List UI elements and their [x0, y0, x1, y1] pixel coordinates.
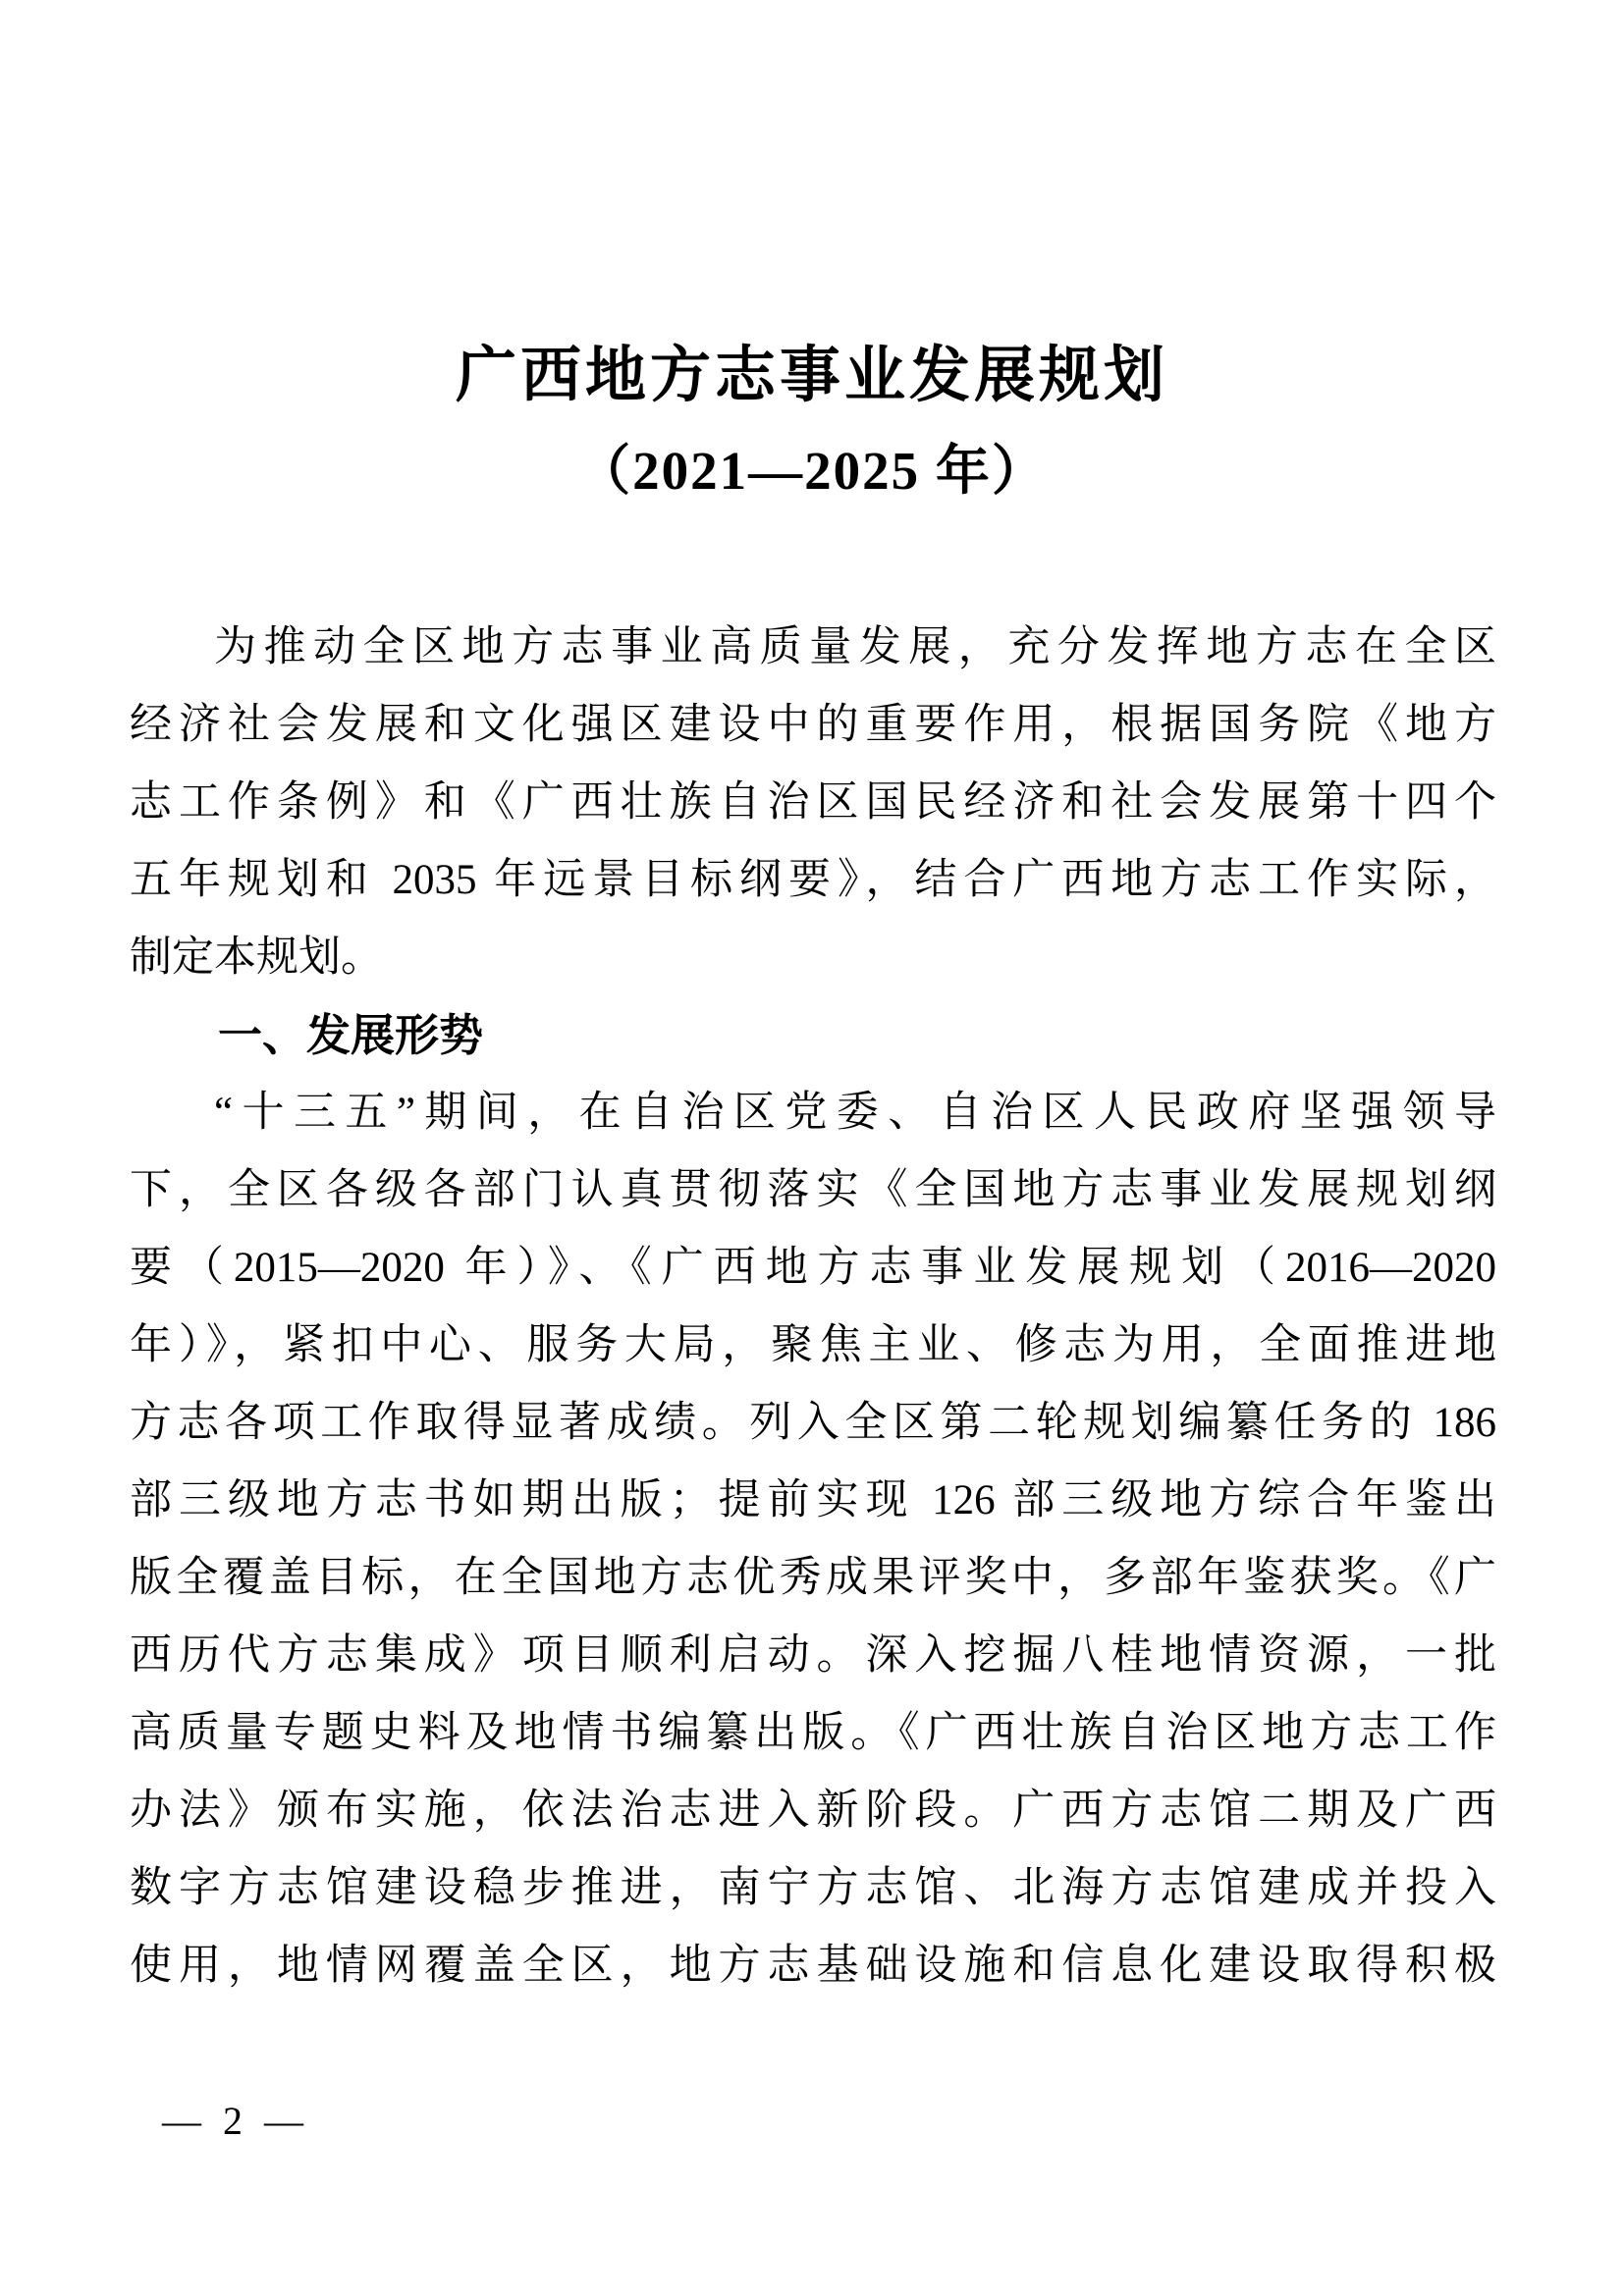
document-title-line2: （2021—2025 年） — [576, 441, 1048, 502]
paragraph-line: 志工作条例》和《广西壮族自治区国民经济和社会发展第十四个 — [130, 779, 1496, 827]
page-number: — 2 — — [162, 2099, 309, 2143]
paragraph-line: 部三级地方志书如期出版；提前实现 126 部三级地方综合年鉴出 — [130, 1477, 1496, 1524]
document-title — [0, 0, 1624, 505]
paragraph-line: 数字方志馆建设稳步推进，南宁方志馆、北海方志馆建成并投入 — [130, 1865, 1496, 1912]
paragraph-line: 为推动全区地方志事业高质量发展，充分发挥地方志在全区 — [214, 624, 1496, 671]
document-title-line1: 广西地方志事业发展规划 — [455, 343, 1168, 409]
document-body — [130, 609, 1496, 2004]
paragraph-line: 版全覆盖目标，在全国地方志优秀成果评奖中，多部年鉴获奖。《广 — [130, 1555, 1496, 1602]
paragraph-line: 方志各项工作取得显著成绩。列入全区第二轮规划编纂任务的 186 — [130, 1400, 1496, 1447]
paragraph-line: 五年规划和 2035 年远景目标纲要》，结合广西地方志工作实际， — [130, 857, 1496, 904]
paragraph-line: 下，全区各级各部门认真贯彻落实《全国地方志事业发展规划纲 — [130, 1167, 1496, 1214]
paragraph-line: 经济社会发展和文化强区建设中的重要作用，根据国务院《地方 — [130, 702, 1496, 749]
paragraph-line: “十三五”期间，在自治区党委、自治区人民政府坚强领导 — [214, 1090, 1496, 1137]
paragraph-line: 制定本规划。 — [130, 934, 383, 982]
section-heading: 一、发展形势 — [218, 1010, 484, 1061]
paragraph-line: 高质量专题史料及地情书编纂出版。《广西壮族自治区地方志工作 — [130, 1710, 1496, 1757]
paragraph-line: 年）》，紧扣中心、服务大局，聚焦主业、修志为用，全面推进地 — [130, 1322, 1496, 1369]
paragraph-line: 西历代方志集成》项目顺利启动。深入挖掘八桂地情资源，一批 — [130, 1632, 1496, 1680]
paragraph-line: 要（2015—2020 年）》、《广西地方志事业发展规划（2016—2020 — [130, 1245, 1496, 1292]
paragraph-line: 办法》颁布实施，依法治志进入新阶段。广西方志馆二期及广西 — [130, 1788, 1496, 1835]
paragraph-line: 使用，地情网覆盖全区，地方志基础设施和信息化建设取得积极 — [130, 1943, 1496, 1990]
